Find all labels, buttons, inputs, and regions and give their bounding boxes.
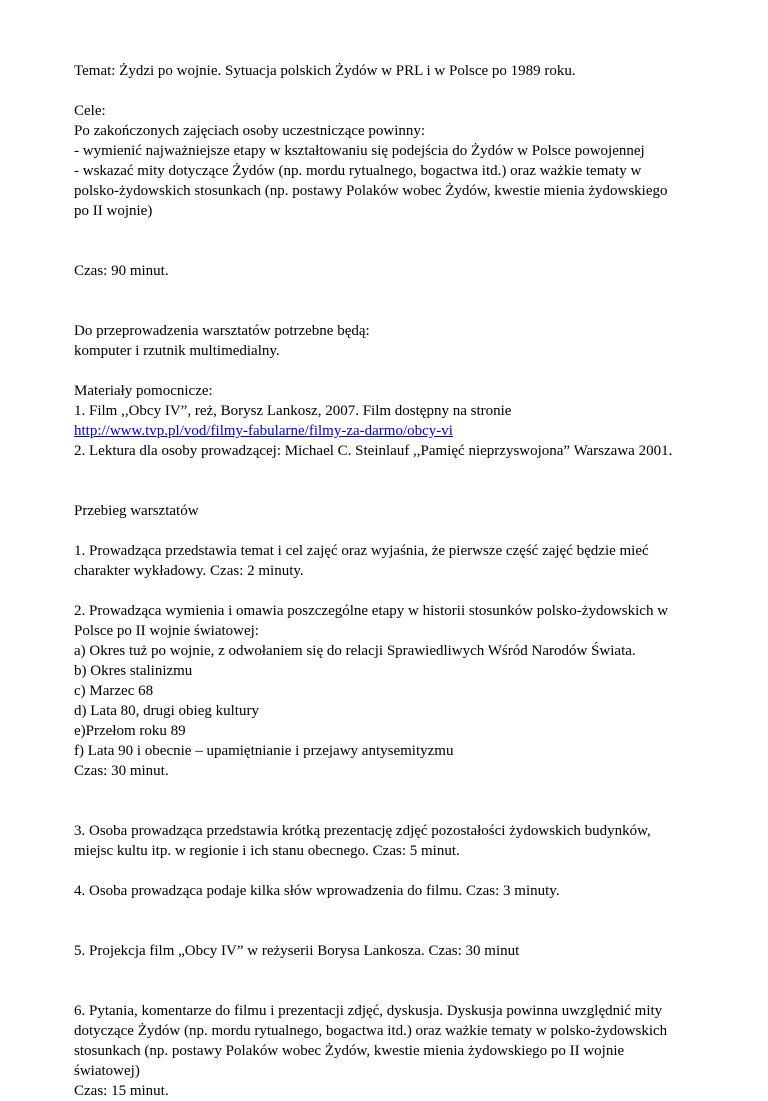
materials-item-reading: 2. Lektura dla osoby prowadzącej: Michael C. Steinlauf ,,Pamięć nieprzyswojona” Warszawa 2001. (74, 443, 673, 459)
materials-heading: Materiały pomocnicze: (74, 383, 213, 399)
time-total: Czas: 90 minut. (74, 263, 169, 279)
spacer (74, 781, 724, 821)
step-line: f) Lata 90 i obecnie – upamiętnianie i przejawy antysemityzmu (74, 743, 454, 759)
step-line: 3. Osoba prowadząca przedstawia krótką prezentację zdjęć pozostałości żydowskich budynków, (74, 823, 651, 839)
goals-line: - wymienić najważniejsze etapy w kształtowaniu się podejścia do Żydów w Polsce powojennej (74, 143, 645, 159)
spacer (74, 581, 724, 601)
spacer (74, 281, 724, 321)
step-line: stosunkach (np. postawy Polaków wobec Żydów, kwestie mienia żydowskiego po II wojnie (74, 1043, 625, 1059)
goals-line: - wskazać mity dotyczące Żydów (np. mordu rytualnego, bogactwa itd.) oraz ważkie tematy w (74, 163, 642, 179)
goals-section (74, 101, 724, 221)
film-link[interactable]: http://www.tvp.pl/vod/filmy-fabularne/filmy-za-darmo/obcy-vi (74, 423, 453, 439)
document-page (74, 61, 724, 1101)
step-line: Polsce po II wojnie światowej: (74, 623, 259, 639)
step-line: miejsc kultu itp. w regionie i ich stanu obecnego. Czas: 5 minut. (74, 843, 460, 859)
spacer (74, 961, 724, 1001)
step-6 (74, 1001, 724, 1101)
step-line: 1. Prowadząca przedstawia temat i cel zajęć oraz wyjaśnia, że pierwsze część zajęć będzie mieć (74, 543, 649, 559)
goals-line: Po zakończonych zajęciach osoby uczestniczące powinny: (74, 123, 426, 139)
step-line: dotyczące Żydów (np. mordu rytualnego, bogactwa itd.) oraz ważkie tematy w polsko-żydowskich (74, 1023, 668, 1039)
step-line: e)Przełom roku 89 (74, 723, 186, 739)
step-line: d) Lata 80, drugi obieg kultury (74, 703, 259, 719)
step-line: światowej) (74, 1063, 140, 1079)
spacer (74, 221, 724, 261)
spacer (74, 901, 724, 941)
equipment-text: komputer i rzutnik multimedialny. (74, 343, 280, 359)
spacer (74, 861, 724, 881)
step-2 (74, 601, 724, 781)
goals-heading: Cele: (74, 103, 106, 119)
course-heading: Przebieg warsztatów (74, 503, 199, 519)
step-line: Czas: 15 minut. (74, 1083, 169, 1099)
step-line: 6. Pytania, komentarze do filmu i prezentacji zdjęć, dyskusja. Dyskusja powinna uwzględnić mity (74, 1003, 663, 1019)
materials-link-line (74, 421, 724, 441)
topic-line: Temat: Żydzi po wojnie. Sytuacja polskich Żydów w PRL i w Polsce po 1989 roku. (74, 63, 576, 79)
step-5: 5. Projekcja film „Obcy IV” w reżyserii Borysa Lankosza. Czas: 30 minut (74, 943, 520, 959)
spacer (74, 81, 724, 101)
spacer (74, 461, 724, 501)
spacer (74, 521, 724, 541)
step-1 (74, 541, 724, 581)
goals-line: polsko-żydowskich stosunkach (np. postawy Polaków wobec Żydów, kwestie mienia żydowskiego (74, 183, 668, 199)
step-line: a) Okres tuż po wojnie, z odwołaniem się do relacji Sprawiedliwych Wśród Narodów Świata. (74, 643, 636, 659)
step-line: c) Marzec 68 (74, 683, 154, 699)
step-line: 2. Prowadząca wymienia i omawia poszczególne etapy w historii stosunków polsko-żydowskich w (74, 603, 669, 619)
step-line: Czas: 30 minut. (74, 763, 169, 779)
step-3 (74, 821, 724, 861)
equipment-section (74, 321, 724, 361)
equipment-heading: Do przeprowadzenia warsztatów potrzebne będą: (74, 323, 370, 339)
materials-section (74, 381, 724, 461)
materials-item-film: 1. Film ,,Obcy IV”, reż, Borysz Lankosz, 2007. Film dostępny na stronie (74, 403, 512, 419)
spacer (74, 361, 724, 381)
step-line: charakter wykładowy. Czas: 2 minuty. (74, 563, 304, 579)
step-line: b) Okres stalinizmu (74, 663, 193, 679)
step-4: 4. Osoba prowadząca podaje kilka słów wprowadzenia do filmu. Czas: 3 minuty. (74, 883, 560, 899)
goals-line: po II wojnie) (74, 203, 153, 219)
